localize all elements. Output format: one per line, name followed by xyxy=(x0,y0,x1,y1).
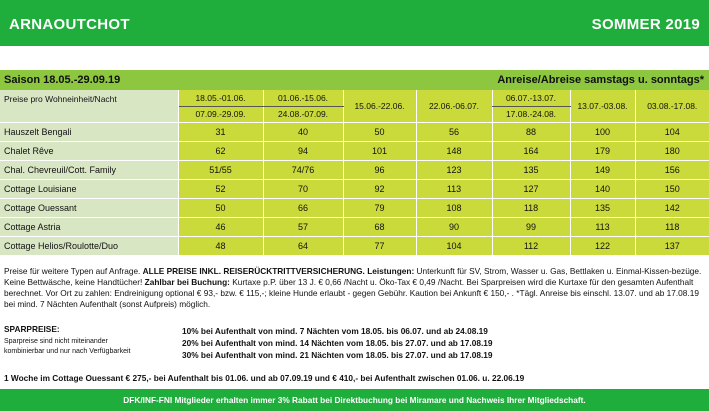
price-cell: 46 xyxy=(178,217,263,236)
table-row xyxy=(0,198,709,217)
footer-bar: DFK/INF-FNI Mitglieder erhalten immer 3% Rabatt bei Direktbuchung bei Miramare und Nachweis Ihrer Mitgliedschaft. xyxy=(0,389,709,411)
insurance-note: ALLE PREISE INKL. REISERÜCKTRITTVERSICHERUNG. xyxy=(142,266,365,276)
unit-name: Chalet Rêve xyxy=(0,141,178,160)
price-cell: 70 xyxy=(263,179,343,198)
unit-name: Cottage Louisiane xyxy=(0,179,178,198)
sparpreise-note: kombinierbar und nur nach Verfügbarkeit xyxy=(4,348,131,355)
arrival-info: Anreise/Abreise samstags u. sonntags* xyxy=(497,74,704,86)
sparpreis-offer: 20% bei Aufenthalt von mind. 14 Nächten vom 18.05. bis 27.07. und ab 17.08.19 xyxy=(182,338,493,348)
unit-name: Hauszelt Bengali xyxy=(0,122,178,141)
price-table xyxy=(0,90,709,256)
price-cell: 149 xyxy=(570,160,635,179)
period-header: 13.07.-03.08. xyxy=(570,90,635,122)
sparpreise-note: Sparpreise sind nicht miteinander xyxy=(4,338,108,345)
price-cell: 180 xyxy=(635,141,709,160)
price-cell: 88 xyxy=(492,122,570,141)
price-cell: 92 xyxy=(343,179,416,198)
table-label-header: Preise pro Wohneinheit/Nacht xyxy=(0,90,178,122)
price-cell: 150 xyxy=(635,179,709,198)
period-header-2: 24.08.-07.09. xyxy=(263,106,343,122)
price-cell: 96 xyxy=(343,160,416,179)
period-header: 03.08.-17.08. xyxy=(635,90,709,122)
services-label: Leistungen: xyxy=(367,266,415,276)
unit-name: Cottage Astria xyxy=(0,217,178,236)
season-bar xyxy=(0,70,709,90)
price-notes: Preise für weitere Typen auf Anfrage. ALLE PREISE INKL. REISERÜCKTRITTVERSICHERUNG. Leistungen: Unterkunft für SV, Strom, Wasser u. Gas, Bettlaken u. Einmal-Kissen-bezüge. Keine Bettwäsche, keine Handtücher! Zahlbar bei Buchung: Kurtaxe p.P. über 13 J. € 0,66 /Nacht u. Öko-Tax € 0,49 /Nacht. Bei Sparpreisen wird die Kurtaxe für den gesamten Aufenthalt berechnet. Vor Ort zu zahlen: Endreinigung optional € 93,- bzw. € 115,-; kleine Hunde erlaubt - gegen Gebühr. Kaution bei Ankunft € 150,- . *Tägl. Anreise bis einschl. 13.07. und ab 17.08.19 bei mind. 7 Nächten Aufenthalt (sonst Aufpreis) möglich. xyxy=(4,266,702,309)
price-cell: 122 xyxy=(570,236,635,255)
price-cell: 113 xyxy=(570,217,635,236)
price-cell: 79 xyxy=(343,198,416,217)
price-cell: 94 xyxy=(263,141,343,160)
sparpreise-heading: SPARPREISE: xyxy=(4,324,60,334)
price-cell: 135 xyxy=(570,198,635,217)
unit-name: Chal. Chevreuil/Cott. Family xyxy=(0,160,178,179)
price-cell: 108 xyxy=(416,198,492,217)
price-cell: 56 xyxy=(416,122,492,141)
price-cell: 50 xyxy=(178,198,263,217)
price-cell: 40 xyxy=(263,122,343,141)
price-cell: 48 xyxy=(178,236,263,255)
unit-name: Cottage Helios/Roulotte/Duo xyxy=(0,236,178,255)
table-row xyxy=(0,236,709,255)
period-header: 01.06.-15.06. xyxy=(263,90,343,106)
spacer xyxy=(0,46,709,70)
header-bar xyxy=(0,0,709,46)
week-offer: 1 Woche im Cottage Ouessant € 275,- bei Aufenthalt bis 01.06. und ab 07.09.19 und € 410,- bei Aufenthalt zwischen 01.06. u. 22.06.19 xyxy=(4,373,525,383)
price-cell: 142 xyxy=(635,198,709,217)
price-cell: 51/55 xyxy=(178,160,263,179)
period-header: 22.06.-06.07. xyxy=(416,90,492,122)
price-cell: 66 xyxy=(263,198,343,217)
price-cell: 99 xyxy=(492,217,570,236)
price-cell: 104 xyxy=(416,236,492,255)
unit-name: Cottage Ouessant xyxy=(0,198,178,217)
price-cell: 50 xyxy=(343,122,416,141)
price-cell: 118 xyxy=(635,217,709,236)
campsite-title: ARNAOUTCHOT xyxy=(9,16,130,33)
season-dates: Saison 18.05.-29.09.19 xyxy=(4,74,121,86)
period-header-2: 17.08.-24.08. xyxy=(492,106,570,122)
price-cell: 74/76 xyxy=(263,160,343,179)
price-cell: 112 xyxy=(492,236,570,255)
table-row xyxy=(0,217,709,236)
price-cell: 127 xyxy=(492,179,570,198)
price-cell: 135 xyxy=(492,160,570,179)
price-cell: 156 xyxy=(635,160,709,179)
price-cell: 137 xyxy=(635,236,709,255)
price-cell: 140 xyxy=(570,179,635,198)
price-cell: 77 xyxy=(343,236,416,255)
price-cell: 64 xyxy=(263,236,343,255)
price-cell: 31 xyxy=(178,122,263,141)
sparpreis-offer: 10% bei Aufenthalt von mind. 7 Nächten vom 18.05. bis 06.07. und ab 24.08.19 xyxy=(182,326,488,336)
price-cell: 118 xyxy=(492,198,570,217)
price-cell: 57 xyxy=(263,217,343,236)
price-cell: 164 xyxy=(492,141,570,160)
period-header: 06.07.-13.07. xyxy=(492,90,570,106)
price-cell: 179 xyxy=(570,141,635,160)
price-cell: 100 xyxy=(570,122,635,141)
price-cell: 52 xyxy=(178,179,263,198)
price-cell: 68 xyxy=(343,217,416,236)
period-header: 15.06.-22.06. xyxy=(343,90,416,122)
sparpreis-offer: 30% bei Aufenthalt von mind. 21 Nächten vom 18.05. bis 27.07. und ab 17.08.19 xyxy=(182,350,493,360)
period-header-2: 07.09.-29.09. xyxy=(178,106,263,122)
payment-label: Zahlbar bei Buchung: xyxy=(144,277,230,287)
price-cell: 123 xyxy=(416,160,492,179)
table-row xyxy=(0,179,709,198)
table-row xyxy=(0,160,709,179)
price-cell: 104 xyxy=(635,122,709,141)
price-cell: 113 xyxy=(416,179,492,198)
table-row xyxy=(0,122,709,141)
season-title: SOMMER 2019 xyxy=(591,16,700,33)
price-cell: 101 xyxy=(343,141,416,160)
table-row xyxy=(0,141,709,160)
period-header: 18.05.-01.06. xyxy=(178,90,263,106)
price-cell: 90 xyxy=(416,217,492,236)
price-cell: 62 xyxy=(178,141,263,160)
table-header-row xyxy=(0,90,709,106)
price-cell: 148 xyxy=(416,141,492,160)
